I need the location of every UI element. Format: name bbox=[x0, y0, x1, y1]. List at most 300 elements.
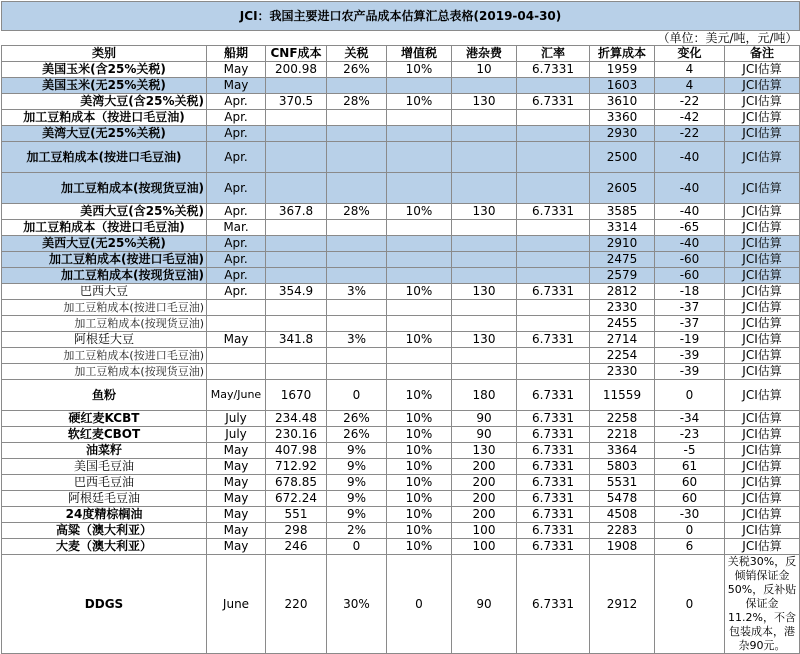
value-cell: -40 bbox=[655, 236, 725, 252]
value-cell: 130 bbox=[452, 332, 517, 348]
value-cell: -30 bbox=[655, 507, 725, 523]
value-cell: 6.7331 bbox=[517, 443, 590, 459]
remark-cell: JCI估算 bbox=[725, 126, 800, 142]
category-cell: 加工豆粕成本(按现货豆油) bbox=[2, 268, 207, 284]
value-cell: May bbox=[207, 443, 266, 459]
remark-cell: JCI估算 bbox=[725, 459, 800, 475]
value-cell: 10% bbox=[387, 380, 452, 411]
header-cell: 变化 bbox=[655, 46, 725, 62]
value-cell: -60 bbox=[655, 268, 725, 284]
table-row bbox=[2, 173, 800, 204]
value-cell: 2218 bbox=[590, 427, 655, 443]
value-cell: 220 bbox=[266, 555, 327, 654]
remark-cell: JCI估算 bbox=[725, 539, 800, 555]
category-cell: 美西大豆(无25%关税) bbox=[2, 236, 207, 252]
value-cell: Apr. bbox=[207, 94, 266, 110]
value-cell: 1959 bbox=[590, 62, 655, 78]
value-cell: -22 bbox=[655, 94, 725, 110]
value-cell: 6.7331 bbox=[517, 204, 590, 220]
value-cell: 1670 bbox=[266, 380, 327, 411]
value-cell bbox=[452, 173, 517, 204]
value-cell bbox=[207, 316, 266, 332]
value-cell: 2283 bbox=[590, 523, 655, 539]
table-row bbox=[2, 507, 800, 523]
remark-cell: JCI估算 bbox=[725, 204, 800, 220]
header-cell: 折算成本 bbox=[590, 46, 655, 62]
value-cell: -39 bbox=[655, 364, 725, 380]
remark-cell: JCI估算 bbox=[725, 236, 800, 252]
value-cell: 10% bbox=[387, 539, 452, 555]
value-cell: 200 bbox=[452, 507, 517, 523]
value-cell: 2500 bbox=[590, 142, 655, 173]
category-cell: 美湾大豆(无25%关税) bbox=[2, 126, 207, 142]
value-cell: May bbox=[207, 475, 266, 491]
value-cell bbox=[327, 252, 387, 268]
value-cell: 10% bbox=[387, 94, 452, 110]
value-cell bbox=[387, 142, 452, 173]
value-cell: -39 bbox=[655, 348, 725, 364]
value-cell bbox=[517, 364, 590, 380]
value-cell: 407.98 bbox=[266, 443, 327, 459]
value-cell: 5803 bbox=[590, 459, 655, 475]
remark-cell: JCI估算 bbox=[725, 348, 800, 364]
value-cell: 4508 bbox=[590, 507, 655, 523]
table-row bbox=[2, 316, 800, 332]
value-cell bbox=[387, 236, 452, 252]
value-cell bbox=[266, 316, 327, 332]
value-cell bbox=[452, 252, 517, 268]
table-row bbox=[2, 332, 800, 348]
value-cell: 370.5 bbox=[266, 94, 327, 110]
value-cell bbox=[517, 173, 590, 204]
value-cell: 1603 bbox=[590, 78, 655, 94]
value-cell: 9% bbox=[327, 491, 387, 507]
remark-cell: JCI估算 bbox=[725, 220, 800, 236]
value-cell bbox=[517, 110, 590, 126]
value-cell: 5531 bbox=[590, 475, 655, 491]
value-cell bbox=[207, 364, 266, 380]
value-cell: 5478 bbox=[590, 491, 655, 507]
value-cell: 551 bbox=[266, 507, 327, 523]
table-row bbox=[2, 78, 800, 94]
value-cell: May bbox=[207, 523, 266, 539]
value-cell: 4 bbox=[655, 62, 725, 78]
value-cell: 2812 bbox=[590, 284, 655, 300]
table-row bbox=[2, 380, 800, 411]
value-cell: May bbox=[207, 539, 266, 555]
value-cell bbox=[517, 316, 590, 332]
table-row bbox=[2, 126, 800, 142]
value-cell: 11559 bbox=[590, 380, 655, 411]
value-cell bbox=[387, 110, 452, 126]
value-cell bbox=[327, 268, 387, 284]
value-cell: 3360 bbox=[590, 110, 655, 126]
value-cell bbox=[452, 126, 517, 142]
value-cell: 60 bbox=[655, 475, 725, 491]
value-cell: -5 bbox=[655, 443, 725, 459]
value-cell bbox=[387, 364, 452, 380]
category-cell: 油菜籽 bbox=[2, 443, 207, 459]
category-cell: 高粱（澳大利亚） bbox=[2, 523, 207, 539]
value-cell: 1908 bbox=[590, 539, 655, 555]
remark-cell: JCI估算 bbox=[725, 252, 800, 268]
header-cell: 备注 bbox=[725, 46, 800, 62]
value-cell: 6.7331 bbox=[517, 459, 590, 475]
value-cell: 90 bbox=[452, 427, 517, 443]
value-cell: -40 bbox=[655, 204, 725, 220]
table-row bbox=[2, 94, 800, 110]
table-row bbox=[2, 220, 800, 236]
remark-cell: JCI估算 bbox=[725, 332, 800, 348]
value-cell bbox=[327, 220, 387, 236]
value-cell: Mar. bbox=[207, 220, 266, 236]
remark-cell: JCI估算 bbox=[725, 142, 800, 173]
value-cell: 10% bbox=[387, 62, 452, 78]
value-cell bbox=[327, 126, 387, 142]
value-cell: 30% bbox=[327, 555, 387, 654]
value-cell: Apr. bbox=[207, 110, 266, 126]
unit-note: （单位：美元/吨，元/吨） bbox=[2, 31, 800, 46]
header-cell: 增值税 bbox=[387, 46, 452, 62]
table-row bbox=[2, 555, 800, 654]
value-cell: 2254 bbox=[590, 348, 655, 364]
value-cell: 2455 bbox=[590, 316, 655, 332]
value-cell bbox=[207, 348, 266, 364]
category-cell: 加工豆粕成本(按现货豆油) bbox=[2, 173, 207, 204]
value-cell bbox=[452, 236, 517, 252]
category-cell: 阿根廷大豆 bbox=[2, 332, 207, 348]
value-cell: 10% bbox=[387, 491, 452, 507]
category-cell: 巴西毛豆油 bbox=[2, 475, 207, 491]
value-cell: 26% bbox=[327, 411, 387, 427]
value-cell: 130 bbox=[452, 284, 517, 300]
value-cell bbox=[452, 268, 517, 284]
table-row bbox=[2, 427, 800, 443]
category-cell: 加工豆粕成本(按进口毛豆油) bbox=[2, 348, 207, 364]
value-cell: July bbox=[207, 427, 266, 443]
value-cell: 130 bbox=[452, 94, 517, 110]
remark-cell: JCI估算 bbox=[725, 380, 800, 411]
table-row bbox=[2, 284, 800, 300]
table-row bbox=[2, 142, 800, 173]
value-cell: 61 bbox=[655, 459, 725, 475]
category-cell: 加工豆粕成本（按进口毛豆油) bbox=[2, 220, 207, 236]
remark-cell: JCI估算 bbox=[725, 507, 800, 523]
value-cell bbox=[327, 300, 387, 316]
table-row bbox=[2, 459, 800, 475]
value-cell: 2258 bbox=[590, 411, 655, 427]
value-cell bbox=[327, 364, 387, 380]
value-cell: 6.7331 bbox=[517, 475, 590, 491]
value-cell: 3% bbox=[327, 332, 387, 348]
value-cell bbox=[517, 268, 590, 284]
value-cell: Apr. bbox=[207, 252, 266, 268]
value-cell: 672.24 bbox=[266, 491, 327, 507]
value-cell bbox=[452, 78, 517, 94]
value-cell: May bbox=[207, 491, 266, 507]
value-cell bbox=[327, 142, 387, 173]
value-cell: 0 bbox=[655, 523, 725, 539]
value-cell bbox=[327, 348, 387, 364]
value-cell: 10% bbox=[387, 284, 452, 300]
value-cell: -34 bbox=[655, 411, 725, 427]
value-cell bbox=[452, 220, 517, 236]
header-cell: 船期 bbox=[207, 46, 266, 62]
value-cell: 26% bbox=[327, 427, 387, 443]
value-cell: 200.98 bbox=[266, 62, 327, 78]
value-cell: 6.7331 bbox=[517, 539, 590, 555]
value-cell bbox=[387, 173, 452, 204]
value-cell: 9% bbox=[327, 443, 387, 459]
value-cell: 100 bbox=[452, 523, 517, 539]
value-cell: 6.7331 bbox=[517, 523, 590, 539]
table-row bbox=[2, 62, 800, 78]
value-cell bbox=[517, 252, 590, 268]
header-cell: 类别 bbox=[2, 46, 207, 62]
value-cell bbox=[452, 364, 517, 380]
value-cell bbox=[452, 110, 517, 126]
remark-cell: JCI估算 bbox=[725, 62, 800, 78]
value-cell: -19 bbox=[655, 332, 725, 348]
header-cell: CNF成本 bbox=[266, 46, 327, 62]
value-cell: 6.7331 bbox=[517, 332, 590, 348]
value-cell: 10% bbox=[387, 411, 452, 427]
value-cell: 354.9 bbox=[266, 284, 327, 300]
remark-cell: JCI估算 bbox=[725, 173, 800, 204]
value-cell: 6.7331 bbox=[517, 284, 590, 300]
value-cell: 10% bbox=[387, 204, 452, 220]
value-cell: 9% bbox=[327, 475, 387, 491]
value-cell bbox=[387, 78, 452, 94]
value-cell bbox=[266, 236, 327, 252]
value-cell bbox=[327, 173, 387, 204]
value-cell: 130 bbox=[452, 204, 517, 220]
value-cell: 10% bbox=[387, 427, 452, 443]
value-cell bbox=[207, 300, 266, 316]
value-cell: 712.92 bbox=[266, 459, 327, 475]
value-cell: 6.7331 bbox=[517, 491, 590, 507]
category-cell: 大麦（澳大利亚） bbox=[2, 539, 207, 555]
value-cell: 0 bbox=[655, 380, 725, 411]
remark-cell: JCI估算 bbox=[725, 523, 800, 539]
value-cell: Apr. bbox=[207, 268, 266, 284]
table-row bbox=[2, 204, 800, 220]
value-cell: 3364 bbox=[590, 443, 655, 459]
value-cell bbox=[387, 220, 452, 236]
table-row bbox=[2, 475, 800, 491]
value-cell: 2714 bbox=[590, 332, 655, 348]
value-cell bbox=[266, 268, 327, 284]
remark-cell: JCI估算 bbox=[725, 316, 800, 332]
value-cell: 2930 bbox=[590, 126, 655, 142]
category-cell: 美湾大豆(含25%关税) bbox=[2, 94, 207, 110]
category-cell: 软红麦CBOT bbox=[2, 427, 207, 443]
value-cell bbox=[327, 236, 387, 252]
value-cell: 6.7331 bbox=[517, 62, 590, 78]
remark-cell: JCI估算 bbox=[725, 427, 800, 443]
value-cell bbox=[452, 142, 517, 173]
value-cell: 3610 bbox=[590, 94, 655, 110]
value-cell: 3314 bbox=[590, 220, 655, 236]
remark-cell: JCI估算 bbox=[725, 491, 800, 507]
remark-cell: JCI估算 bbox=[725, 268, 800, 284]
value-cell: 10% bbox=[387, 475, 452, 491]
value-cell: 6.7331 bbox=[517, 555, 590, 654]
value-cell bbox=[517, 220, 590, 236]
value-cell: 246 bbox=[266, 539, 327, 555]
value-cell: 10% bbox=[387, 443, 452, 459]
value-cell: 230.16 bbox=[266, 427, 327, 443]
value-cell: May bbox=[207, 459, 266, 475]
value-cell: Apr. bbox=[207, 284, 266, 300]
value-cell: May bbox=[207, 507, 266, 523]
value-cell bbox=[387, 348, 452, 364]
remark-cell: JCI估算 bbox=[725, 411, 800, 427]
value-cell: June bbox=[207, 555, 266, 654]
value-cell bbox=[266, 220, 327, 236]
category-cell: 加工豆粕成本(按进口毛豆油) bbox=[2, 300, 207, 316]
value-cell bbox=[387, 300, 452, 316]
value-cell bbox=[517, 348, 590, 364]
value-cell: 341.8 bbox=[266, 332, 327, 348]
table-row bbox=[2, 491, 800, 507]
value-cell: 6.7331 bbox=[517, 507, 590, 523]
table-row bbox=[2, 411, 800, 427]
value-cell bbox=[387, 126, 452, 142]
value-cell: 60 bbox=[655, 491, 725, 507]
value-cell: 2910 bbox=[590, 236, 655, 252]
remark-cell: JCI估算 bbox=[725, 94, 800, 110]
category-cell: 加工豆粕成本(按现货豆油) bbox=[2, 316, 207, 332]
category-cell: 美西大豆(含25%关税) bbox=[2, 204, 207, 220]
value-cell bbox=[266, 252, 327, 268]
header-cell: 关税 bbox=[327, 46, 387, 62]
value-cell bbox=[266, 142, 327, 173]
value-cell bbox=[266, 110, 327, 126]
value-cell bbox=[517, 126, 590, 142]
value-cell bbox=[266, 364, 327, 380]
value-cell: 2605 bbox=[590, 173, 655, 204]
value-cell: 0 bbox=[327, 539, 387, 555]
value-cell: 200 bbox=[452, 475, 517, 491]
remark-cell: JCI估算 bbox=[725, 300, 800, 316]
value-cell: 9% bbox=[327, 459, 387, 475]
value-cell: 26% bbox=[327, 62, 387, 78]
value-cell: 180 bbox=[452, 380, 517, 411]
value-cell: May bbox=[207, 332, 266, 348]
value-cell bbox=[266, 126, 327, 142]
category-cell: 加工豆粕成本(按进口毛豆油) bbox=[2, 142, 207, 173]
table-row bbox=[2, 110, 800, 126]
value-cell bbox=[266, 300, 327, 316]
value-cell: 2330 bbox=[590, 300, 655, 316]
value-cell: -40 bbox=[655, 142, 725, 173]
value-cell bbox=[517, 142, 590, 173]
value-cell bbox=[387, 268, 452, 284]
value-cell: -18 bbox=[655, 284, 725, 300]
value-cell: 90 bbox=[452, 555, 517, 654]
value-cell: -65 bbox=[655, 220, 725, 236]
category-cell: 加工豆粕成本（按进口毛豆油) bbox=[2, 110, 207, 126]
value-cell: -42 bbox=[655, 110, 725, 126]
value-cell: 6.7331 bbox=[517, 411, 590, 427]
value-cell: 6.7331 bbox=[517, 94, 590, 110]
remark-cell: JCI估算 bbox=[725, 284, 800, 300]
value-cell: 6 bbox=[655, 539, 725, 555]
value-cell bbox=[266, 173, 327, 204]
value-cell bbox=[517, 236, 590, 252]
header-cell: 港杂费 bbox=[452, 46, 517, 62]
remark-cell: JCI估算 bbox=[725, 110, 800, 126]
value-cell: 4 bbox=[655, 78, 725, 94]
table-row bbox=[2, 523, 800, 539]
value-cell: May bbox=[207, 62, 266, 78]
table-row bbox=[2, 364, 800, 380]
value-cell bbox=[452, 300, 517, 316]
table-row bbox=[2, 348, 800, 364]
value-cell: -40 bbox=[655, 173, 725, 204]
category-cell: 美国玉米(无25%关税) bbox=[2, 78, 207, 94]
value-cell: -60 bbox=[655, 252, 725, 268]
value-cell bbox=[266, 78, 327, 94]
value-cell: 0 bbox=[655, 555, 725, 654]
table-row bbox=[2, 252, 800, 268]
table-row bbox=[2, 236, 800, 252]
value-cell bbox=[517, 78, 590, 94]
value-cell: 6.7331 bbox=[517, 380, 590, 411]
category-cell: 阿根廷毛豆油 bbox=[2, 491, 207, 507]
value-cell: 3% bbox=[327, 284, 387, 300]
value-cell: 90 bbox=[452, 411, 517, 427]
value-cell bbox=[452, 348, 517, 364]
remark-cell: JCI估算 bbox=[725, 78, 800, 94]
remark-cell: JCI估算 bbox=[725, 364, 800, 380]
value-cell bbox=[266, 348, 327, 364]
category-cell: 美国毛豆油 bbox=[2, 459, 207, 475]
value-cell: 100 bbox=[452, 539, 517, 555]
value-cell: 28% bbox=[327, 204, 387, 220]
cost-table bbox=[1, 1, 800, 654]
table-title: JCI：我国主要进口农产品成本估算汇总表格(2019-04-30) bbox=[2, 2, 800, 31]
category-cell: 加工豆粕成本(按进口毛豆油) bbox=[2, 252, 207, 268]
value-cell: 2912 bbox=[590, 555, 655, 654]
table-row bbox=[2, 539, 800, 555]
category-cell: 鱼粉 bbox=[2, 380, 207, 411]
value-cell: Apr. bbox=[207, 126, 266, 142]
value-cell: 10% bbox=[387, 459, 452, 475]
value-cell: -37 bbox=[655, 316, 725, 332]
value-cell: 6.7331 bbox=[517, 427, 590, 443]
header-cell: 汇率 bbox=[517, 46, 590, 62]
value-cell: 200 bbox=[452, 459, 517, 475]
value-cell: 3585 bbox=[590, 204, 655, 220]
value-cell bbox=[387, 316, 452, 332]
value-cell bbox=[327, 78, 387, 94]
value-cell: 28% bbox=[327, 94, 387, 110]
category-cell: 巴西大豆 bbox=[2, 284, 207, 300]
value-cell: 130 bbox=[452, 443, 517, 459]
value-cell: -37 bbox=[655, 300, 725, 316]
value-cell: 2330 bbox=[590, 364, 655, 380]
value-cell: 2% bbox=[327, 523, 387, 539]
value-cell: -23 bbox=[655, 427, 725, 443]
value-cell bbox=[387, 252, 452, 268]
value-cell: 678.85 bbox=[266, 475, 327, 491]
value-cell: 298 bbox=[266, 523, 327, 539]
value-cell bbox=[452, 316, 517, 332]
value-cell: 234.48 bbox=[266, 411, 327, 427]
category-cell: 硬红麦KCBT bbox=[2, 411, 207, 427]
